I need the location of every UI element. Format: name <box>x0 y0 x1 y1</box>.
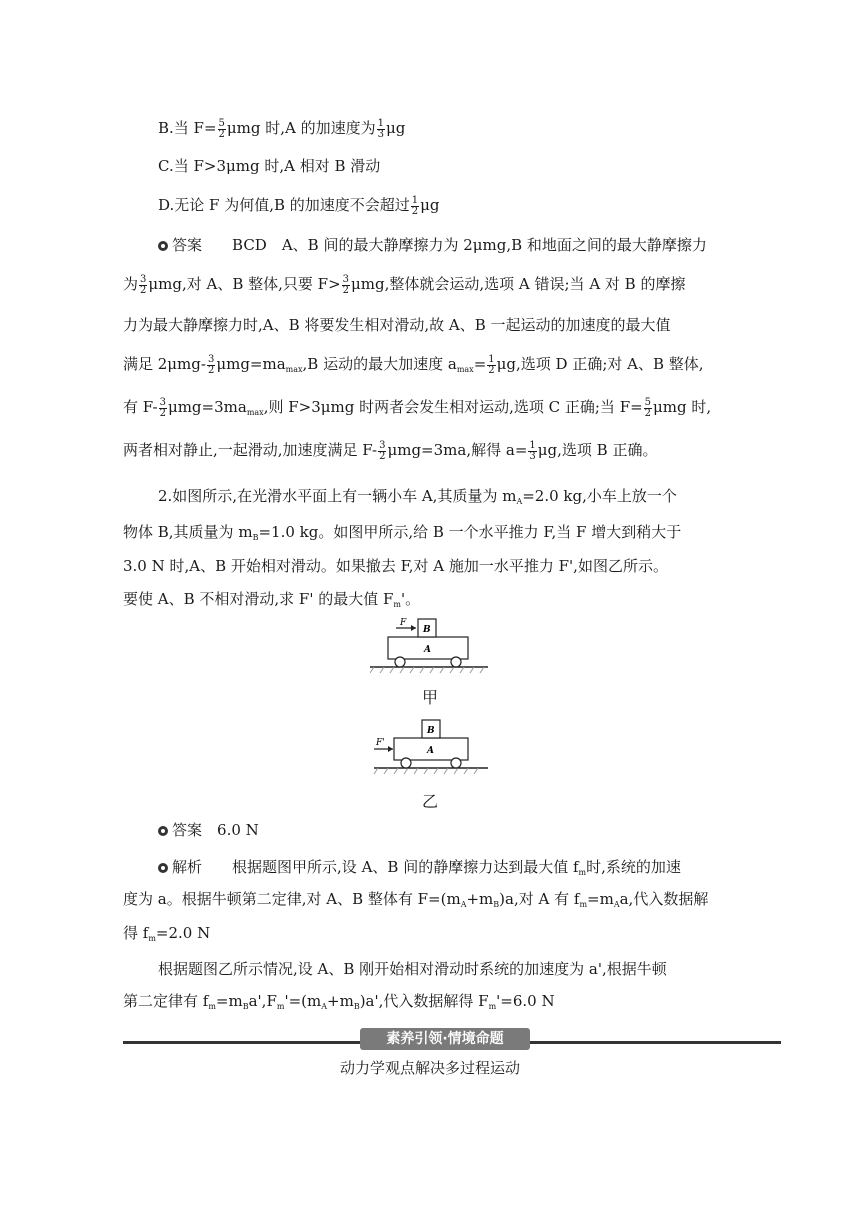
fig-yi-block-label: B <box>427 726 435 736</box>
option-d: D.无论 F 为何值,B 的加速度不会超过 $\frac{1}{2}$ μg <box>158 194 440 217</box>
fig-jia-cart-label: A <box>424 645 431 655</box>
answer-1-line-1: 答案 BCD A、B 间的最大静摩擦力为 2μmg,B 和地面之间的最大静摩擦力 <box>158 235 707 255</box>
section-banner-label: 素养引领·情境命题 <box>360 1028 530 1050</box>
answer-1-line-3: 力为最大静摩擦力时,A、B 将要发生相对滑动,故 A、B 一起运动的加速度的最大值 <box>123 316 671 334</box>
figure-jia <box>370 615 490 675</box>
answer-1-line-6: 两者相对静止,一起滑动,加速度满足 F- $\frac{3}{2}$ μmg=3ma,解得 a= $\frac{1}{3}$ μg,选项 B 正确。 <box>123 439 658 462</box>
solution-line-1: 解析 根据题图甲所示,设 A、B 间的静摩擦力达到最大值 $f_m$时,系统的加速 <box>158 857 681 883</box>
solution-line-2: 度为 a。根据牛顿第二定律,对 A、B 整体有 $F=(m_A+m_B)a$,对 A 有 $f_m=m_Aa$,代入数据解 <box>123 890 709 909</box>
option-c: C.当 F>3μmg 时,A 相对 B 滑动 <box>158 157 381 175</box>
question-2-line-3: 3.0 N 时,A、B 开始相对滑动。如果撤去 F,对 A 施加一水平推力 F',如图乙所示。 <box>123 557 668 575</box>
figure-jia-caption: 甲 <box>421 688 438 707</box>
section-subtitle: 动力学观点解决多过程运动 <box>339 1059 520 1077</box>
figure-yi <box>370 716 490 776</box>
solution-line-4: 根据题图乙所示情况,设 A、B 刚开始相对滑动时系统的加速度为 a',根据牛顿 <box>158 960 667 978</box>
solution-line-3: 得 $f_m=2.0$ N <box>123 924 211 943</box>
fig-yi-cart-label: A <box>427 746 434 756</box>
fig-jia-force-label: F <box>400 618 407 628</box>
answer-2: 答案 6.0 N <box>158 820 259 840</box>
answer-1-line-4: 满足 2μmg- $\frac{3}{2}$ $\mu mg=ma_{max},B$ 运动的最大加速度 $a_{max}=$ $\frac{1}{2}$ μg,选项 D 正确;对 A、B 整体, <box>123 353 704 376</box>
fig-yi-force-label: F' <box>376 738 385 748</box>
option-b: B.当 F= $\frac{5}{2}$ μmg 时,A 的加速度为 $\frac{1}{3}$ μg <box>158 117 406 140</box>
figure-yi-caption: 乙 <box>421 792 438 811</box>
question-2-line-1: 2.如图所示,在光滑水平面上有一辆小车 A,其质量为 $m_A=2.0$ kg,小车上放一个 <box>158 487 677 506</box>
answer-1-line-2: 为 $\frac{3}{2}$ μmg,对 A、B 整体,只要 F> $\frac{3}{2}$ μmg,整体就会运动,选项 A 错误;当 A 对 B 的摩擦 <box>123 273 686 296</box>
solution-line-5: 第二定律有 $f_m=m_Ba',F_m'=(m_A+m_B)a'$,代入数据解得 $F_m'=6.0$ N <box>123 992 555 1011</box>
solution-marker-icon <box>158 863 168 873</box>
answer-marker-icon <box>158 241 168 251</box>
answer-marker-icon <box>158 826 168 836</box>
fig-jia-block-label: B <box>423 625 431 635</box>
question-2-line-2: 物体 B,其质量为 $m_B=1.0$ kg。如图甲所示,给 B 一个水平推力 F,当 F 增大到稍大于 <box>123 523 682 542</box>
answer-1-line-5: 有 F- $\frac{3}{2}$ $\mu mg=3ma_{max}$,则 F>3μmg 时两者会发生相对运动,选项 C 正确;当 F= $\frac{5}{2}$ μmg 时, <box>123 396 712 419</box>
question-2-line-4: 要使 A、B 不相对滑动,求 F' 的最大值 $F_m'$。 <box>123 590 421 609</box>
